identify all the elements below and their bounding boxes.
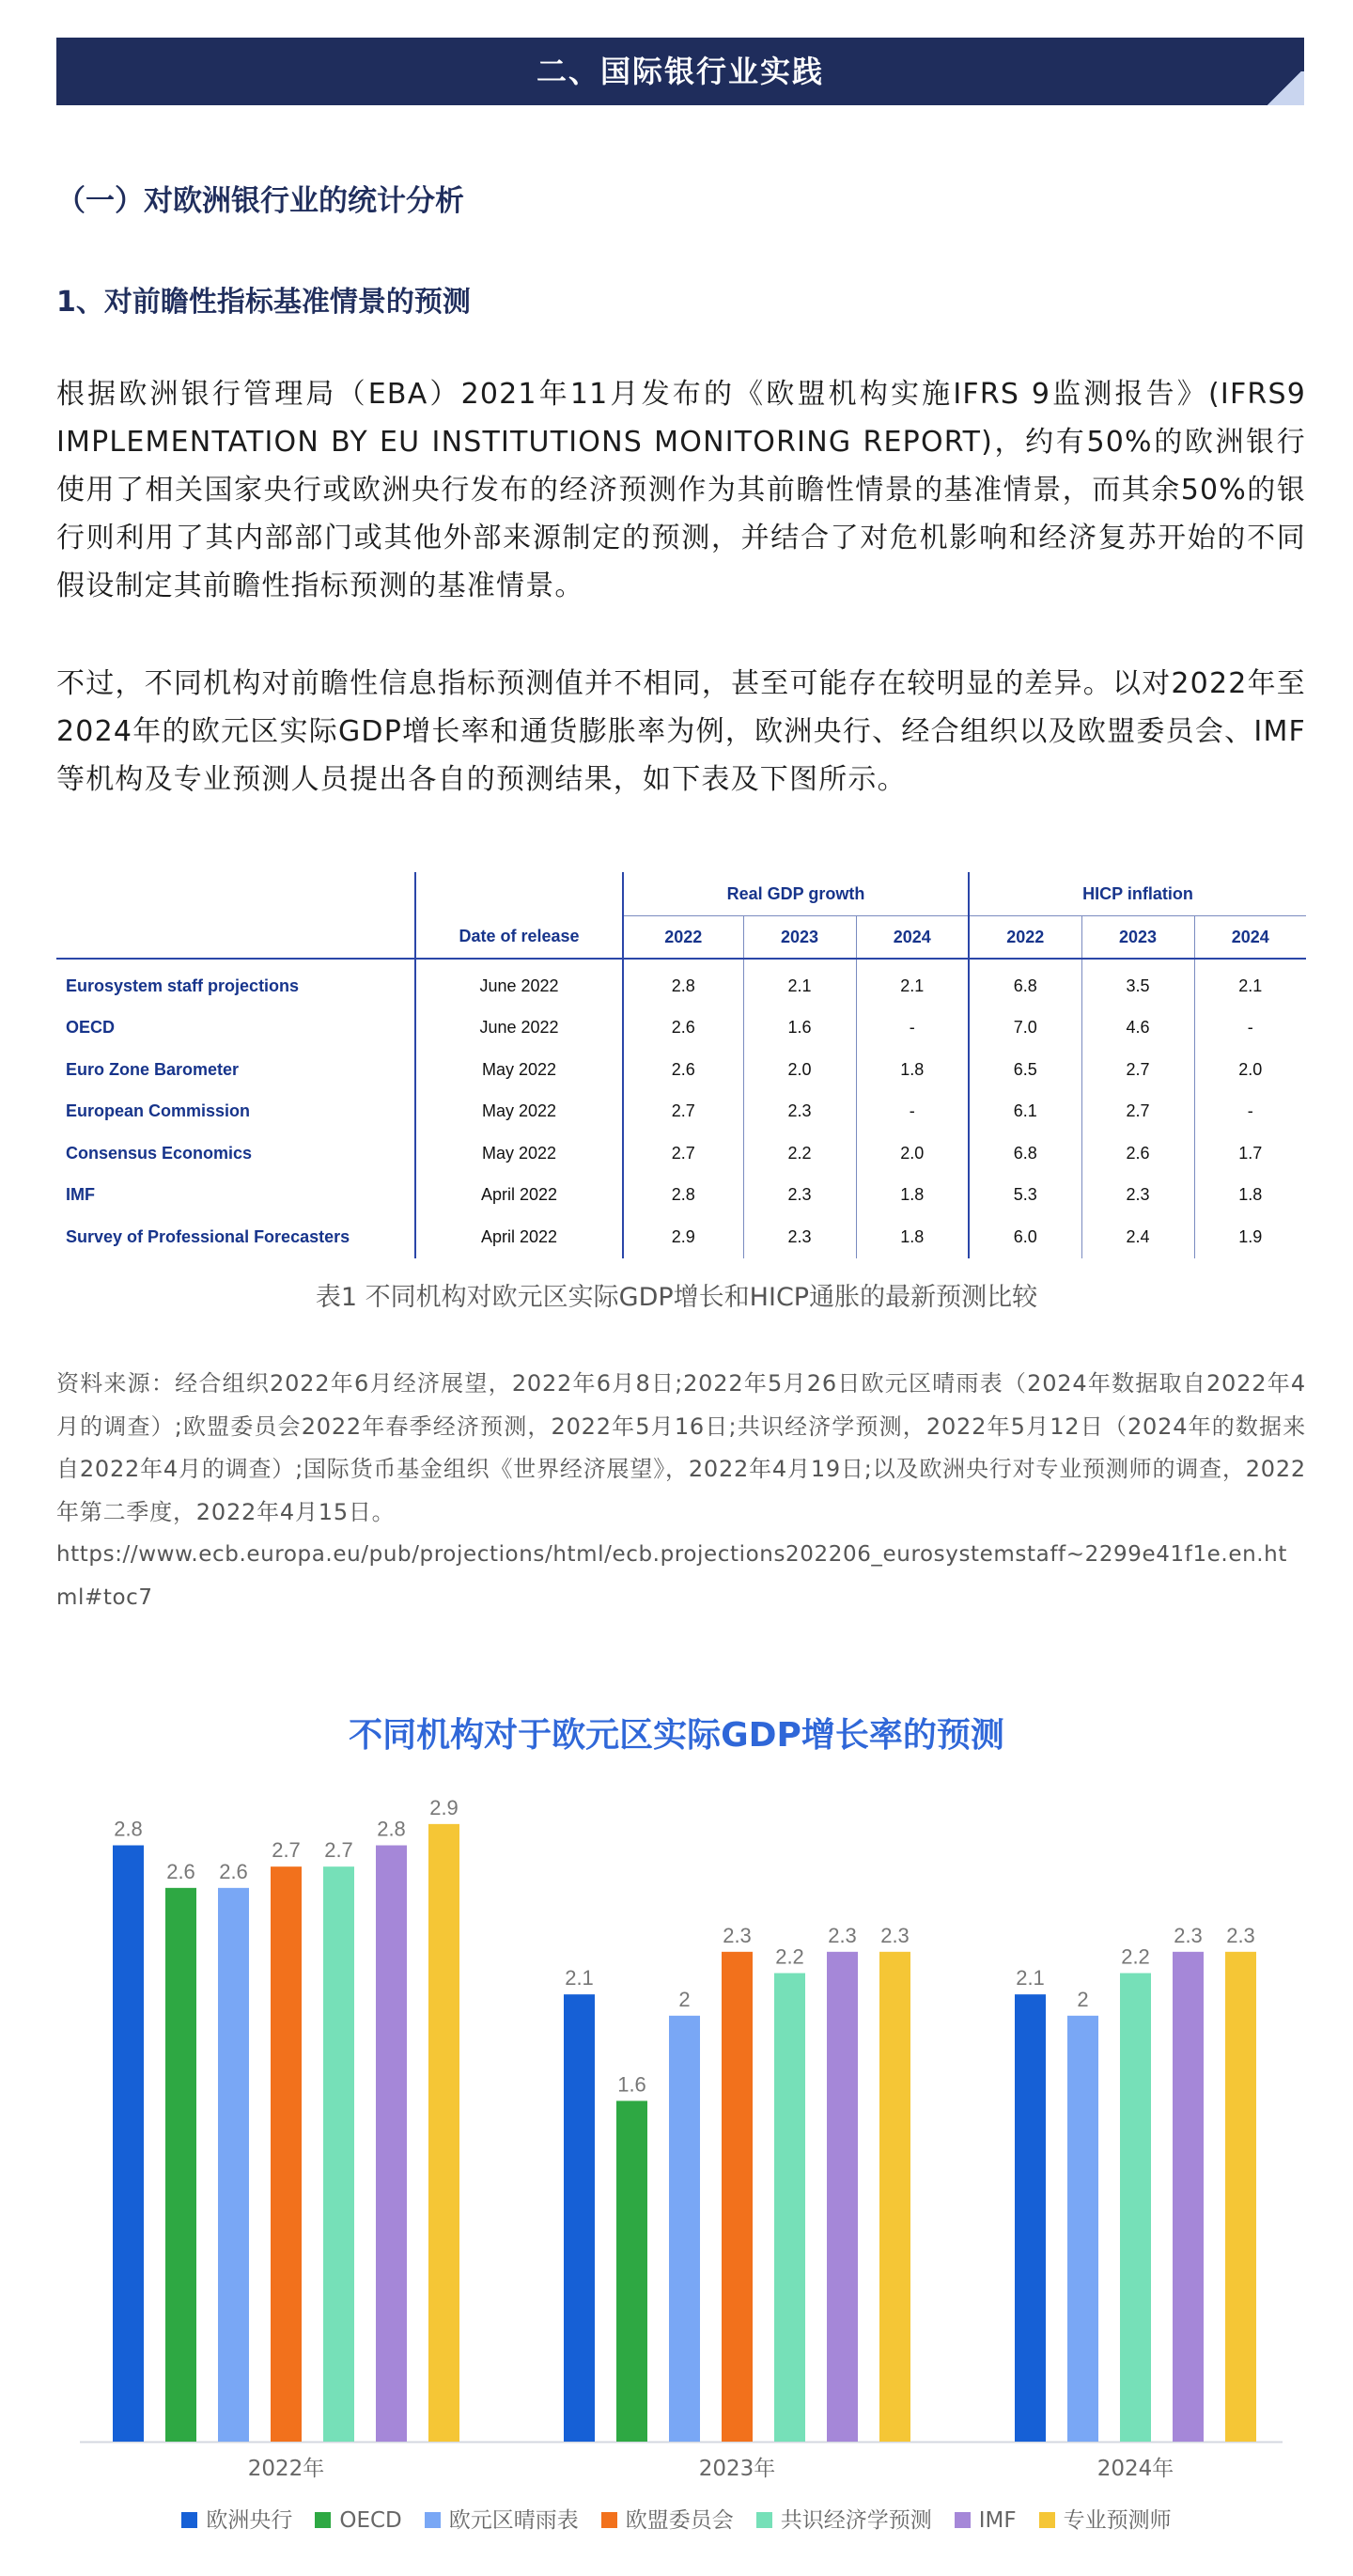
x-tick-label: 2023年 xyxy=(698,2457,776,2481)
legend-item xyxy=(756,2503,932,2534)
bar-2023--series-6 xyxy=(879,1952,910,2442)
gdp-2023-value: 2.1 xyxy=(743,959,856,1007)
institution-name: Survey of Professional Forecasters xyxy=(66,1226,350,1246)
gdp-2023-value: 2.3 xyxy=(743,1091,856,1133)
release-date: June 2022 xyxy=(415,1007,623,1050)
release-date: May 2022 xyxy=(415,1049,623,1091)
gdp-2024-value: 1.8 xyxy=(856,1175,969,1217)
section-banner xyxy=(56,38,1304,105)
source-note: 资料来源：经合组织2022年6月经济展望，2022年6月8日;2022年5月26日欧元区晴雨表（2024年数据取自2022年4月的调查）;欧盟委员会2022年春季经济预测，2022年5月16日;共识经济学预测，2022年5月12日（2024年的数据来自2022年4月的调查）;国际货币基金组织《世界经济展望》，2022年4月19日;以及欧洲央行对专业预测师的调查，2022年第二季度，2022年4月15日。 xyxy=(56,1370,1306,1525)
institution-header xyxy=(56,916,415,960)
institution-name: Euro Zone Barometer xyxy=(66,1059,240,1079)
institution-name: Consensus Economics xyxy=(66,1143,253,1163)
release-date: April 2022 xyxy=(415,1175,623,1217)
x-tick-label: 2022年 xyxy=(247,2457,325,2481)
hicp-group-header: HICP inflation xyxy=(969,872,1306,916)
gdp-2022-value: 2.6 xyxy=(623,1007,743,1050)
table-group-header-row xyxy=(56,872,1306,916)
forecast-table xyxy=(56,872,1306,1258)
legend-swatch xyxy=(1039,2512,1055,2528)
legend-swatch xyxy=(181,2512,197,2528)
hicp-2023-value: 4.6 xyxy=(1081,1007,1194,1050)
table-row xyxy=(56,1216,1306,1258)
bar-2023--series-1 xyxy=(616,2100,647,2442)
hicp-2024-value: 2.0 xyxy=(1194,1049,1306,1091)
hicp-2022-value: 5.3 xyxy=(969,1175,1081,1217)
gdp-2023-header: 2023 xyxy=(743,916,856,960)
banner-corner-decoration xyxy=(1265,71,1304,105)
release-date: May 2022 xyxy=(415,1132,623,1175)
gdp-group-header: Real GDP growth xyxy=(623,872,969,916)
legend-item xyxy=(955,2508,1017,2533)
bar-2022--series-3 xyxy=(271,1866,302,2442)
table-row xyxy=(56,1175,1306,1217)
gdp-2024-header: 2024 xyxy=(856,916,969,960)
release-date: April 2022 xyxy=(415,1216,623,1258)
gdp-2022-value: 2.7 xyxy=(623,1132,743,1175)
bar-2022--series-2 xyxy=(218,1888,249,2442)
data-label: 2.1 xyxy=(1016,1966,1045,1991)
data-label: 2.3 xyxy=(723,1923,752,1947)
chart-legend xyxy=(0,2503,1353,2534)
gdp-2023-value: 2.0 xyxy=(743,1049,856,1091)
bar-2024--series-4 xyxy=(1120,1973,1151,2442)
hicp-2023-header: 2023 xyxy=(1081,916,1194,960)
gdp-2023-value: 2.2 xyxy=(743,1132,856,1175)
subsection-heading: 1、对前瞻性指标基准情景的预测 xyxy=(56,286,471,319)
legend-label: IMF xyxy=(978,2508,1017,2533)
bar-2022--series-5 xyxy=(376,1846,407,2442)
source-url: https://www.ecb.europa.eu/pub/projections/html/ecb.projections202206_eurosystemstaff~2299e41f1e.en.html#toc7 xyxy=(56,1542,1287,1610)
bar-2024--series-2 xyxy=(1067,2016,1098,2442)
bar-2023--series-5 xyxy=(827,1952,858,2442)
gdp-2024-value: - xyxy=(856,1091,969,1133)
bar-2024--series-0 xyxy=(1015,1994,1046,2442)
data-label: 2.6 xyxy=(166,1859,195,1883)
legend-item xyxy=(425,2503,579,2534)
legend-item xyxy=(315,2508,401,2533)
legend-swatch xyxy=(425,2512,441,2528)
data-label: 2.3 xyxy=(880,1923,910,1947)
hicp-2024-value: - xyxy=(1194,1007,1306,1050)
hicp-2024-value: 1.8 xyxy=(1194,1175,1306,1217)
paragraph-forecast-differences: 不过，不同机构对前瞻性信息指标预测值并不相同，甚至可能存在较明显的差异。以对2022年至2024年的欧元区实际GDP增长率和通货膨胀率为例，欧洲央行、经合组织以及欧盟委员会、IMF等机构及专业预测人员提出各自的预测结果，如下表及下图所示。 xyxy=(56,667,1306,796)
legend-swatch xyxy=(756,2512,772,2528)
hicp-2023-value: 2.3 xyxy=(1081,1175,1194,1217)
institution-name: OECD xyxy=(66,1018,116,1038)
hicp-2022-value: 6.5 xyxy=(969,1049,1081,1091)
table-row xyxy=(56,1049,1306,1091)
gdp-2024-value: 2.0 xyxy=(856,1132,969,1175)
data-label: 2.3 xyxy=(1226,1923,1255,1947)
gdp-2023-value: 2.3 xyxy=(743,1175,856,1217)
data-label: 2.7 xyxy=(324,1838,353,1863)
gdp-2022-value: 2.9 xyxy=(623,1216,743,1258)
hicp-2023-value: 2.7 xyxy=(1081,1091,1194,1133)
gdp-2022-value: 2.8 xyxy=(623,959,743,1007)
legend-label: 共识经济学预测 xyxy=(780,2508,932,2533)
hicp-2023-value: 2.6 xyxy=(1081,1132,1194,1175)
bar-2024--series-6 xyxy=(1225,1952,1256,2442)
legend-swatch xyxy=(315,2512,331,2528)
hicp-2024-header: 2024 xyxy=(1194,916,1306,960)
chart-title: 不同机构对于欧元区实际GDP增长率的预测 xyxy=(349,1716,1004,1755)
hicp-2023-value: 3.5 xyxy=(1081,959,1194,1007)
bar-2023--series-0 xyxy=(564,1994,595,2442)
data-label: 2.3 xyxy=(1174,1923,1203,1947)
gdp-2023-value: 1.6 xyxy=(743,1007,856,1050)
hicp-2024-value: 2.1 xyxy=(1194,959,1306,1007)
banner-title: 二、国际银行业实践 xyxy=(536,54,824,89)
data-label: 2 xyxy=(678,1987,691,2011)
bar-2022--series-6 xyxy=(428,1824,459,2442)
legend-item xyxy=(601,2503,734,2534)
table-row xyxy=(56,1007,1306,1050)
data-label: 2.2 xyxy=(1121,1944,1150,1969)
hicp-2022-value: 6.1 xyxy=(969,1091,1081,1133)
hicp-2024-value: - xyxy=(1194,1091,1306,1133)
gdp-2024-value: 1.8 xyxy=(856,1216,969,1258)
hicp-2022-header: 2022 xyxy=(969,916,1081,960)
institution-name: European Commission xyxy=(66,1101,251,1121)
paragraph-eba-report: 根据欧洲银行管理局（EBA）2021年11月发布的《欧盟机构实施IFRS 9监测报告》(IFRS9 IMPLEMENTATION BY EU INSTITUTIONS MONITORING REPORT)，约有50%的欧洲银行使用了相关国家央行或欧洲央行发布的经济预测作为其前瞻性情景的基准情景，而其余50%的银行则利用了其内部部门或其他外部来源制定的预测，并结合了对危机影响和经济复苏开始的不同假设制定其前瞻性指标预测的基准情景。 xyxy=(56,378,1306,602)
data-label: 2.2 xyxy=(775,1944,804,1969)
bar-2022--series-4 xyxy=(323,1866,354,2442)
legend-label: 专业预测师 xyxy=(1063,2508,1172,2533)
bar-2022--series-1 xyxy=(165,1888,196,2442)
release-date: June 2022 xyxy=(415,959,623,1007)
hicp-2022-value: 6.8 xyxy=(969,959,1081,1007)
table-column-header-row xyxy=(56,916,1306,960)
data-label: 2.7 xyxy=(272,1838,301,1863)
date-header: Date of release xyxy=(415,916,623,960)
table-row xyxy=(56,1132,1306,1175)
hicp-2024-value: 1.9 xyxy=(1194,1216,1306,1258)
legend-label: 欧洲央行 xyxy=(206,2508,293,2533)
x-tick-label: 2024年 xyxy=(1096,2457,1174,2481)
legend-label: 欧盟委员会 xyxy=(625,2508,734,2533)
release-date: May 2022 xyxy=(415,1091,623,1133)
gdp-forecast-bar-chart xyxy=(0,1786,1353,2481)
table-row xyxy=(56,1091,1306,1133)
bar-2024--series-5 xyxy=(1173,1952,1204,2442)
hicp-2022-value: 7.0 xyxy=(969,1007,1081,1050)
institution-name: IMF xyxy=(66,1185,95,1205)
bar-2023--series-4 xyxy=(774,1973,805,2442)
table-row xyxy=(56,959,1306,1007)
hicp-2024-value: 1.7 xyxy=(1194,1132,1306,1175)
bar-2023--series-3 xyxy=(722,1952,753,2442)
bar-2022--series-0 xyxy=(113,1846,144,2442)
bar-2023--series-2 xyxy=(669,2016,700,2442)
data-label: 2 xyxy=(1077,1987,1089,2011)
data-label: 2.1 xyxy=(565,1966,594,1991)
data-label: 2.8 xyxy=(377,1817,406,1841)
hicp-2023-value: 2.7 xyxy=(1081,1049,1194,1091)
gdp-2024-value: 1.8 xyxy=(856,1049,969,1091)
hicp-2022-value: 6.8 xyxy=(969,1132,1081,1175)
legend-swatch xyxy=(601,2512,617,2528)
data-label: 2.6 xyxy=(219,1859,248,1883)
data-label: 2.9 xyxy=(429,1795,459,1819)
data-label: 1.6 xyxy=(617,2072,646,2097)
gdp-2024-value: - xyxy=(856,1007,969,1050)
legend-item xyxy=(181,2503,292,2534)
gdp-2022-value: 2.8 xyxy=(623,1175,743,1217)
gdp-2023-value: 2.3 xyxy=(743,1216,856,1258)
table-date-spacer xyxy=(415,872,623,916)
data-label: 2.3 xyxy=(828,1923,857,1947)
legend-label: 欧元区晴雨表 xyxy=(448,2508,579,2533)
table-caption: 表1 不同机构对欧元区实际GDP增长和HICP通胀的最新预测比较 xyxy=(315,1283,1038,1312)
institution-name: Eurosystem staff projections xyxy=(66,976,300,995)
legend-label: OECD xyxy=(339,2508,402,2533)
legend-item xyxy=(1039,2503,1172,2534)
table-corner-cell xyxy=(56,872,415,916)
hicp-2022-value: 6.0 xyxy=(969,1216,1081,1258)
gdp-2024-value: 2.1 xyxy=(856,959,969,1007)
hicp-2023-value: 2.4 xyxy=(1081,1216,1194,1258)
section-heading: （一）对欧洲银行业的统计分析 xyxy=(56,184,464,218)
gdp-2022-value: 2.7 xyxy=(623,1091,743,1133)
gdp-2022-header: 2022 xyxy=(623,916,743,960)
legend-swatch xyxy=(955,2512,971,2528)
data-label: 2.8 xyxy=(114,1817,143,1841)
gdp-2022-value: 2.6 xyxy=(623,1049,743,1091)
